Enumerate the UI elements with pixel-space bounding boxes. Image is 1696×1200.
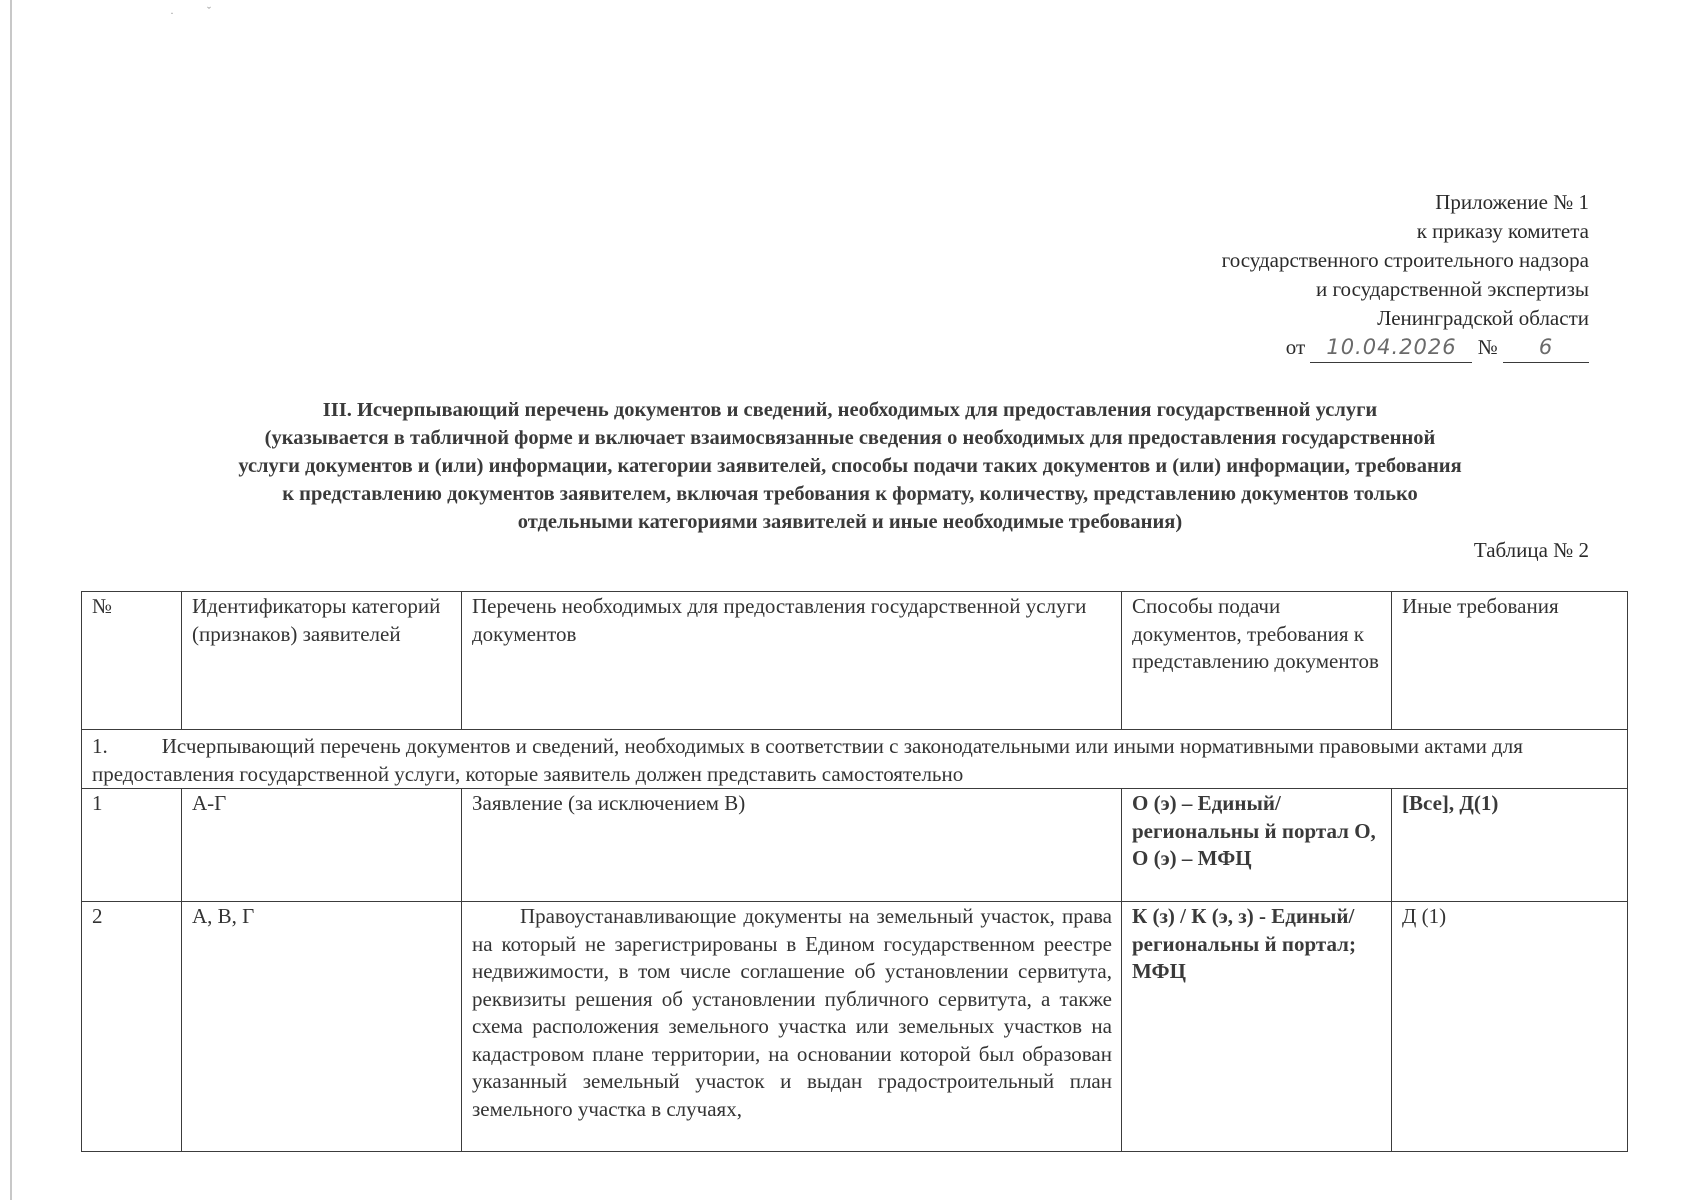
row-number: 2 — [82, 902, 182, 1152]
document-title — [120, 396, 1580, 536]
section-row — [82, 730, 1628, 789]
row-other: Д (1) — [1392, 902, 1628, 1152]
header-cell-documents: Перечень необходимых для предоставления государственной услуги документов — [462, 592, 1122, 730]
title-line: отдельными категориями заявителей и иные необходимые требования) — [517, 511, 1183, 533]
row-categories: А, В, Г — [182, 902, 462, 1152]
row-submission: О (э) – Единый/региональны й портал О, О (э) – МФЦ — [1122, 789, 1392, 902]
handwritten-date: 10.04.2026 — [1310, 333, 1472, 363]
section-cell — [82, 730, 1628, 789]
date-prefix: от — [1285, 335, 1306, 359]
number-sign: № — [1477, 335, 1498, 359]
documents-table — [81, 591, 1628, 1152]
title-line: к представлению документов заявителем, включая требования к формату, количеству, представлению документов только — [282, 483, 1418, 505]
table-header-row — [82, 592, 1628, 730]
appendix-line: Ленинградской области — [1377, 306, 1589, 330]
header-cell-submission: Способы подачи документов, требования к представлению документов — [1122, 592, 1392, 730]
row-number: 1 — [82, 789, 182, 902]
scan-speck: ˇ — [207, 4, 211, 18]
handwritten-number: 6 — [1503, 333, 1589, 363]
section-text: Исчерпывающий перечень документов и сведений, необходимых в соответствии с законодательными или иными нормативными правовыми актами для предоставления государственной услуги, которые заявитель должен представить самостоятельно — [92, 734, 1523, 786]
row-other: [Все], Д(1) — [1392, 789, 1628, 902]
title-line: услуги документов и (или) информации, категории заявителей, способы подачи таких документов и (или) информации, требования — [238, 455, 1462, 477]
header-cell-other: Иные требования — [1392, 592, 1628, 730]
appendix-line: государственного строительного надзора — [1221, 248, 1589, 272]
table-row — [82, 902, 1628, 1152]
row-submission: К (з) / К (э, з) - Единый/региональны й портал; МФЦ — [1122, 902, 1392, 1152]
header-cell-number: № — [82, 592, 182, 730]
table-label: Таблица № 2 — [1473, 538, 1589, 562]
scan-speck: · — [170, 6, 174, 20]
section-number: 1. — [92, 734, 108, 758]
scan-edge — [10, 0, 12, 1200]
title-line: III. Исчерпывающий перечень документов и сведений, необходимых для предоставления государственной услуги — [322, 399, 1378, 421]
appendix-line: Приложение № 1 — [1435, 190, 1589, 214]
row-document: Заявление (за исключением В) — [462, 789, 1122, 902]
appendix-line: и государственной экспертизы — [1315, 277, 1589, 301]
appendix-line: к приказу комитета — [1416, 219, 1589, 243]
header-cell-categories: Идентификаторы категорий (признаков) заявителей — [182, 592, 462, 730]
table-row — [82, 789, 1628, 902]
order-date-line — [1069, 333, 1589, 363]
row-document: Правоустанавливающие документы на земельный участок, права на который не зарегистрированы в Едином государственном реестре недвижимости, в том числе соглашение об установлении сервитута, реквизиты решения об установлении публичного сервитута, а также схема расположения земельного участка или земельных участков на кадастровом плане территории, на основании которой был образован указанный земельный участок и выдан градостроительный план земельного участка в случаях, — [462, 902, 1122, 1152]
title-line: (указывается в табличной форме и включает взаимосвязанные сведения о необходимых для предоставления государственной — [264, 427, 1436, 449]
appendix-header — [1069, 188, 1589, 363]
row-categories: А-Г — [182, 789, 462, 902]
